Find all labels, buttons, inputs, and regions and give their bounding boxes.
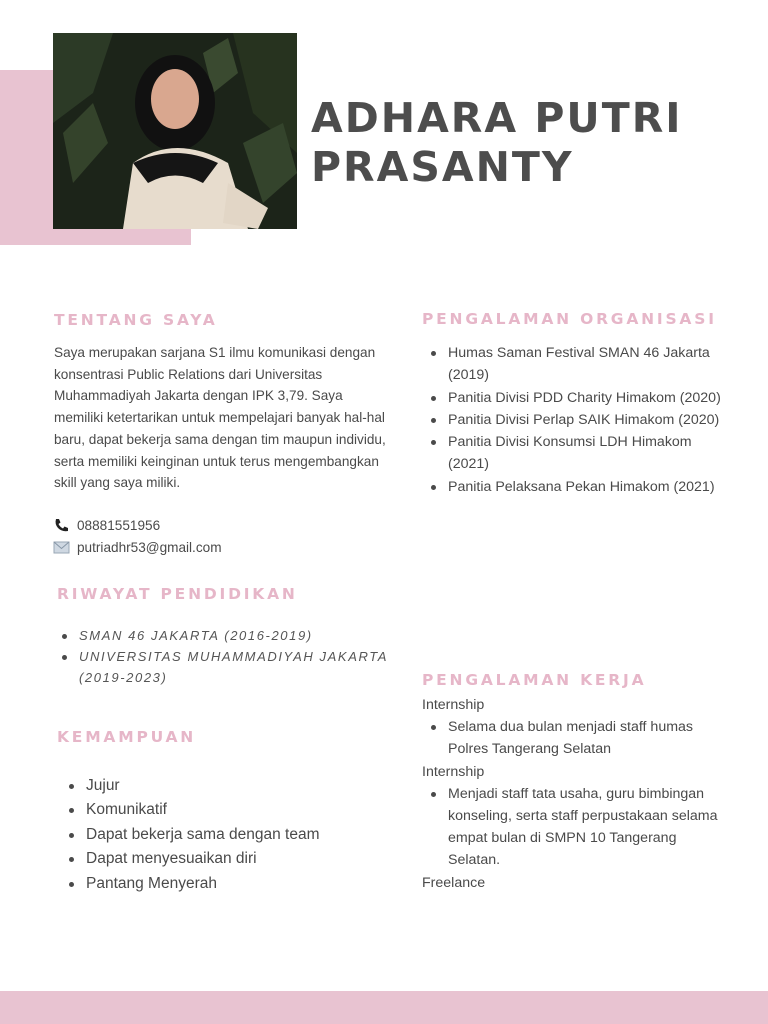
list-item: Humas Saman Festival SMAN 46 Jakarta (2019) bbox=[422, 342, 722, 387]
education-heading: RIWAYAT PENDIDIKAN bbox=[57, 585, 298, 603]
list-item: Dapat bekerja sama dengan team bbox=[60, 823, 320, 847]
education-list bbox=[53, 625, 393, 688]
envelope-icon bbox=[53, 540, 71, 555]
phone-number: 08881551956 bbox=[77, 518, 161, 533]
work-role: Internship bbox=[422, 697, 485, 713]
work-details bbox=[422, 783, 722, 872]
list-item: UNIVERSITAS MUHAMMADIYAH JAKARTA (2019-2023) bbox=[53, 646, 393, 688]
skills-list bbox=[60, 774, 320, 896]
list-item: Menjadi staff tata usaha, guru bimbingan konseling, serta staff perpustakaan selama empat bulan di SMPN 10 Tangerang Selatan. bbox=[422, 783, 722, 872]
email-address: putriadhr53@gmail.com bbox=[77, 540, 222, 555]
phone-icon bbox=[53, 518, 71, 533]
phone-contact bbox=[53, 518, 160, 533]
work-role: Internship bbox=[422, 763, 485, 780]
work-heading: PENGALAMAN KERJA bbox=[422, 671, 647, 689]
list-item: Jujur bbox=[60, 774, 320, 798]
decorative-footer-bar bbox=[0, 991, 768, 1024]
about-heading: TENTANG SAYA bbox=[54, 311, 218, 329]
email-contact bbox=[53, 540, 222, 555]
organization-heading: PENGALAMAN ORGANISASI bbox=[422, 310, 717, 328]
list-item: Panitia Divisi Perlap SAIK Himakom (2020) bbox=[422, 409, 722, 431]
skills-heading: KEMAMPUAN bbox=[57, 728, 197, 746]
list-item: SMAN 46 JAKARTA (2016-2019) bbox=[53, 625, 393, 646]
about-paragraph: Saya merupakan sarjana S1 ilmu komunikasi dengan konsentrasi Public Relations dari Universitas Muhammadiyah Jakarta dengan IPK 3,79. Saya memiliki ketertarikan untuk mempelajari banyak hal-hal baru, dapat bekerja sama dengan tim maupun individu, serta memiliki keinginan untuk terus mengembangkan skill yang saya miliki. bbox=[54, 345, 386, 491]
list-item: Pantang Menyerah bbox=[60, 872, 320, 896]
name-line-2: PRASANTY bbox=[311, 143, 574, 191]
name-line-1: ADHARA PUTRI bbox=[311, 94, 683, 142]
profile-photo bbox=[53, 33, 297, 229]
full-name bbox=[311, 94, 683, 192]
list-item: Panitia Pelaksana Pekan Himakom (2021) bbox=[422, 476, 722, 498]
organization-list bbox=[422, 342, 722, 498]
list-item: Komunikatif bbox=[60, 798, 320, 822]
work-experience bbox=[422, 694, 722, 894]
list-item: Dapat menyesuaikan diri bbox=[60, 847, 320, 871]
list-item: Panitia Divisi PDD Charity Himakom (2020) bbox=[422, 387, 722, 409]
work-details bbox=[422, 716, 722, 760]
list-item: Selama dua bulan menjadi staff humas Polres Tangerang Selatan bbox=[422, 716, 722, 760]
list-item: Panitia Divisi Konsumsi LDH Himakom (2021) bbox=[422, 431, 722, 476]
work-role: Freelance bbox=[422, 874, 486, 891]
